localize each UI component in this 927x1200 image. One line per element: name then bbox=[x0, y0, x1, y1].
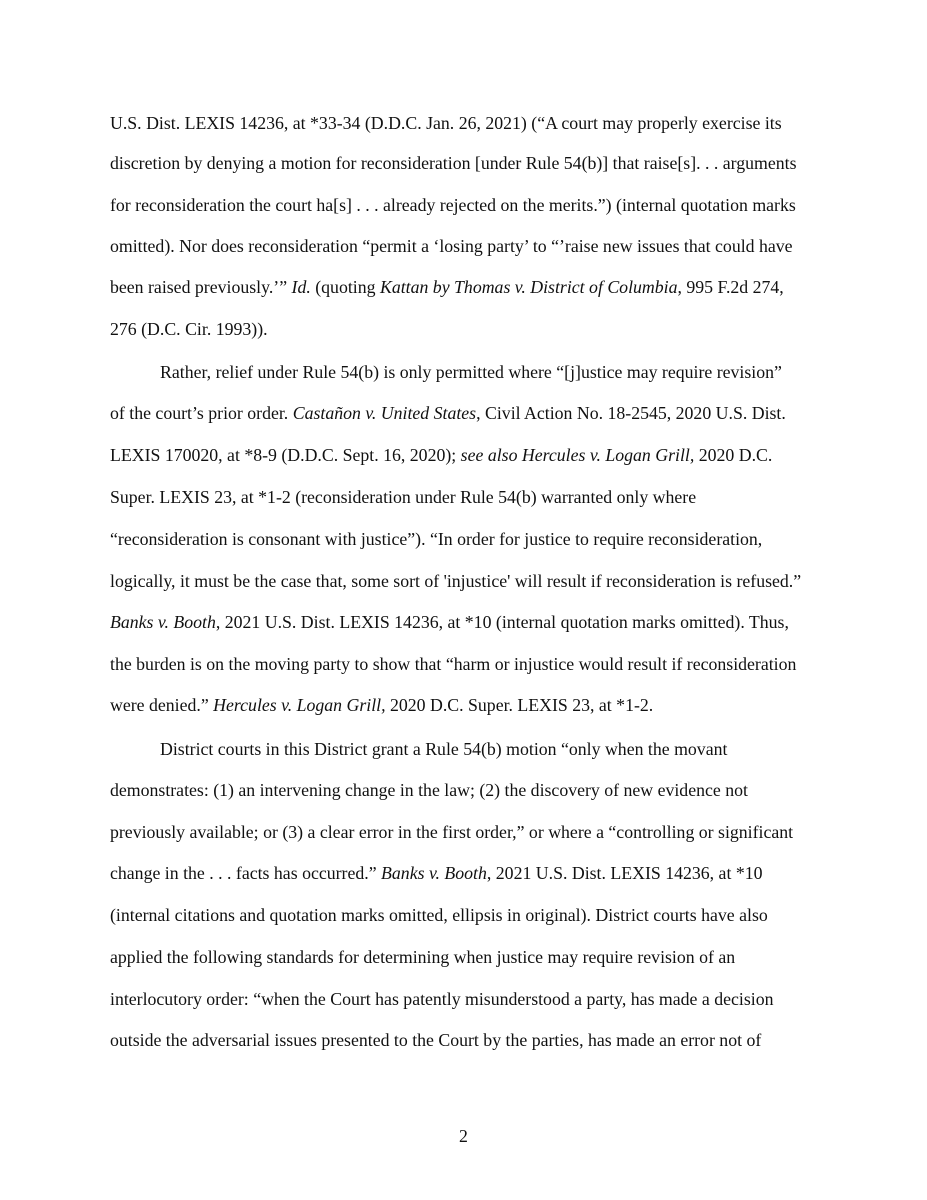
text-line: discretion by denying a motion for reconsideration [under Rule 54(b)] that raise[s]. . . arguments bbox=[110, 153, 797, 173]
text-line: U.S. Dist. LEXIS 14236, at *33-34 (D.D.C. Jan. 26, 2021) (“A court may properly exercise its bbox=[110, 113, 782, 133]
text-line: change in the . . . facts has occurred.” Banks v. Booth, 2021 U.S. Dist. LEXIS 14236, at *10 bbox=[110, 863, 763, 883]
text-line: LEXIS 170020, at *8-9 (D.D.C. Sept. 16, 2020); see also Hercules v. Logan Grill, 2020 D.C. bbox=[110, 445, 773, 465]
text-line: (internal citations and quotation marks omitted, ellipsis in original). District courts have also bbox=[110, 905, 768, 925]
case-citation-italic: Castañon v. United States bbox=[292, 403, 477, 423]
text-line: of the court’s prior order. Castañon v. United States, Civil Action No. 18-2545, 2020 U.S. Dist. bbox=[110, 403, 786, 423]
text-line: for reconsideration the court ha[s] . . . already rejected on the merits.”) (internal quotation marks bbox=[110, 195, 796, 215]
text-line: applied the following standards for determining when justice may require revision of an bbox=[110, 947, 736, 967]
paragraph-start-line: Rather, relief under Rule 54(b) is only permitted where “[j]ustice may require revision” bbox=[160, 362, 782, 382]
text-line: 276 (D.C. Cir. 1993)). bbox=[110, 319, 268, 339]
text-line: demonstrates: (1) an intervening change in the law; (2) the discovery of new evidence not bbox=[110, 780, 748, 800]
text-line: been raised previously.’” Id. (quoting Kattan by Thomas v. District of Columbia, 995 F.2d 274, bbox=[110, 277, 784, 297]
case-citation-italic: Banks v. Booth bbox=[110, 612, 216, 632]
page-number: 2 bbox=[459, 1126, 468, 1146]
text-line: “reconsideration is consonant with justice”). “In order for justice to require reconsideration, bbox=[110, 529, 763, 549]
case-citation-italic: see also Hercules v. Logan Grill, bbox=[460, 445, 695, 465]
text-line: logically, it must be the case that, some sort of 'injustice' will result if reconsideration is refused.” bbox=[110, 571, 802, 591]
text-line: Super. LEXIS 23, at *1-2 (reconsideration under Rule 54(b) warranted only where bbox=[110, 487, 697, 507]
text-line: the burden is on the moving party to show that “harm or injustice would result if reconsideration bbox=[110, 654, 797, 674]
text-line: outside the adversarial issues presented to the Court by the parties, has made an error not of bbox=[110, 1030, 762, 1050]
text-line: omitted). Nor does reconsideration “permit a ‘losing party’ to “’raise new issues that could have bbox=[110, 236, 793, 256]
case-citation-italic: Id. bbox=[291, 277, 311, 297]
case-citation-italic: Kattan by Thomas v. District of Columbia bbox=[379, 277, 678, 297]
case-citation-italic: Hercules v. Logan Grill, bbox=[213, 695, 386, 715]
text-line: Banks v. Booth, 2021 U.S. Dist. LEXIS 14236, at *10 (internal quotation marks omitted). Thus, bbox=[110, 612, 789, 632]
text-line: interlocutory order: “when the Court has patently misunderstood a party, has made a decision bbox=[110, 989, 774, 1009]
case-citation-italic: Banks v. Booth bbox=[381, 863, 487, 883]
paragraph-start-line: District courts in this District grant a Rule 54(b) motion “only when the movant bbox=[160, 739, 728, 759]
text-line: previously available; or (3) a clear error in the first order,” or where a “controlling or significant bbox=[110, 822, 794, 842]
text-line: were denied.” Hercules v. Logan Grill, 2020 D.C. Super. LEXIS 23, at *1-2. bbox=[110, 695, 654, 715]
